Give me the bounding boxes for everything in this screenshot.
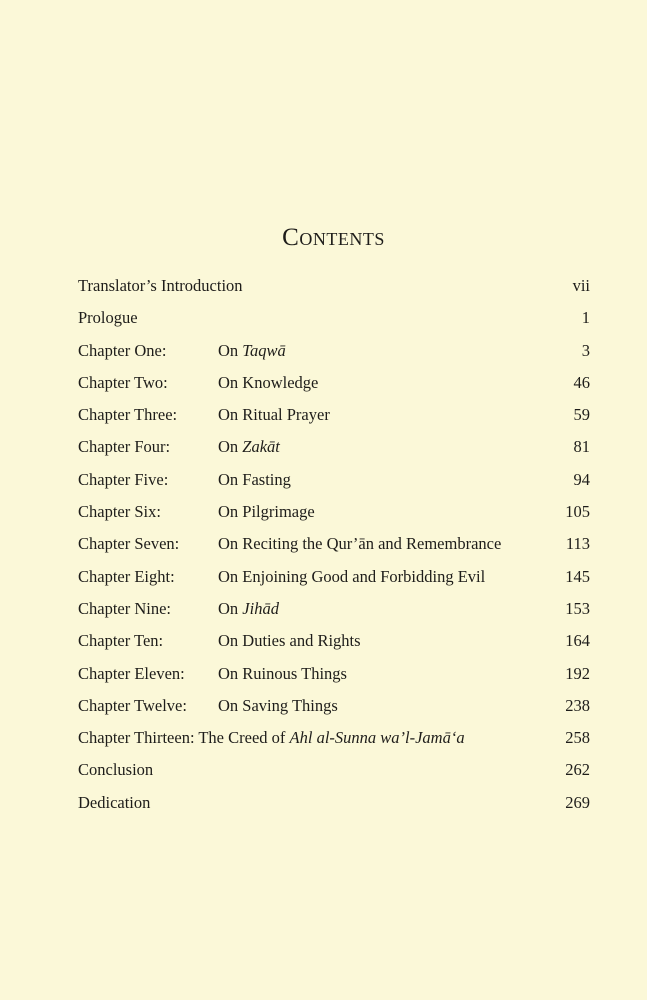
toc-entry-page-number: 94 [573,469,590,489]
toc-title-italic-term: Ahl al-Sunna wa’l-Jamā‘a [289,728,465,748]
toc-entry-title [218,596,279,622]
toc-entry-title: On Ritual Prayer [218,405,330,425]
toc-entry-title: On Pilgrimage [218,502,315,522]
toc-entry [78,564,590,596]
toc-title-italic-term: Zakāt [242,437,280,457]
toc-entry [78,338,590,370]
toc-entry-title: On Reciting the Qur’ān and Remembrance [218,534,502,554]
toc-entry-page-number: 262 [565,760,590,780]
toc-entry-title: On Saving Things [218,695,338,715]
toc-entry-page-number: 258 [565,728,590,748]
toc-title-text: The Creed of [194,728,290,748]
toc-entry-label: Chapter Three: [78,405,178,425]
toc-entry [78,305,590,337]
toc-entry-label: Conclusion [78,760,154,780]
toc-entry-page-number: 145 [565,566,590,586]
toc-entry-label: Chapter One: [78,340,167,360]
toc-entry [78,661,590,693]
toc-entry [78,531,590,563]
toc-entry-label: Chapter Nine: [78,598,172,618]
toc-entry-label [78,725,465,751]
toc-entry-page-number: 59 [573,405,590,425]
toc-entry [78,693,590,725]
toc-entry [78,757,590,789]
toc-entry-page-number: 1 [581,308,590,328]
toc-entry [78,434,590,466]
toc-entry-page-number: 113 [565,534,590,554]
toc-entry [78,628,590,660]
toc-entry-label: Translator’s Introduction [78,276,243,295]
toc-entry-label: Chapter Two: [78,372,168,392]
toc-entry-label: Prologue [78,308,138,328]
toc-title-italic-term: Taqwā [242,340,286,360]
toc-entry [78,499,590,531]
toc-entry-page-number: 192 [565,663,590,683]
toc-entry-label: Chapter Twelve: [78,695,187,715]
toc-entry [78,273,590,305]
toc-entry-title [218,434,280,460]
toc-title-text: On [218,598,243,618]
toc-entry-page-number: 3 [581,340,590,360]
toc-entry-page-number: vii [572,276,590,295]
toc-entry-title: On Fasting [218,469,291,489]
toc-title-italic-term: Jihād [242,598,279,618]
toc-entry-page-number: 105 [565,502,590,522]
toc-entry-label: Dedication [78,792,151,812]
toc-entry [78,402,590,434]
toc-entry-label: Chapter Ten: [78,631,164,651]
toc-entry-label: Chapter Five: [78,469,169,489]
contents-heading: Contents [282,224,385,251]
toc-entry-page-number: 269 [565,792,590,812]
toc-entry-page-number: 81 [573,437,590,457]
toc-entry-title: On Enjoining Good and Forbidding Evil [218,566,486,586]
toc-title-text: On [218,437,243,457]
toc-entry-label: Chapter Seven: [78,534,180,554]
toc-entry-title: On Knowledge [218,372,319,392]
toc-entry-page-number: 238 [565,695,590,715]
toc-entry-label-text: Chapter Thirteen: [78,728,195,748]
toc-entry-title [218,338,286,364]
toc-entry-title: On Duties and Rights [218,631,361,651]
table-of-contents [78,273,590,822]
toc-entry-label: Chapter Four: [78,437,171,457]
toc-entry [78,596,590,628]
toc-entry [78,790,590,822]
toc-entry-label: Chapter Eleven: [78,663,185,683]
toc-entry [78,370,590,402]
toc-entry-title: On Ruinous Things [218,663,347,683]
toc-entry-page-number: 164 [565,631,590,651]
toc-entry [78,467,590,499]
toc-entry-label: Chapter Six: [78,502,161,522]
toc-entry-page-number: 46 [573,372,590,392]
toc-title-text: On [218,340,243,360]
toc-entry [78,725,590,757]
toc-entry-page-number: 153 [565,598,590,618]
toc-entry-label: Chapter Eight: [78,566,175,586]
